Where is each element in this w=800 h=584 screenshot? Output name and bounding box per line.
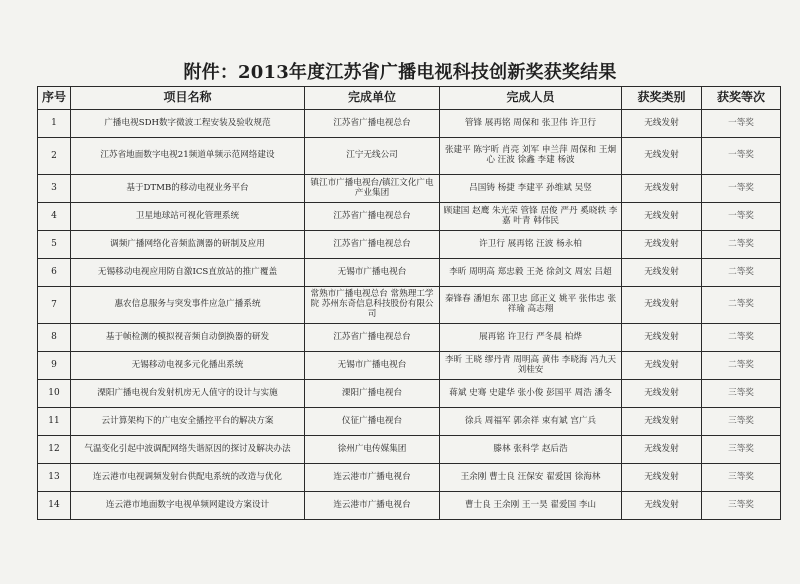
cell-category: 无线发射 bbox=[622, 408, 702, 436]
cell-num: 12 bbox=[38, 436, 71, 464]
cell-grade: 二等奖 bbox=[702, 324, 781, 352]
cell-project: 连云港市电视调频发射台供配电系统的改造与优化 bbox=[71, 464, 305, 492]
cell-unit: 仪征广播电视台 bbox=[305, 408, 440, 436]
table-row bbox=[38, 492, 781, 520]
table-row bbox=[38, 287, 781, 324]
header-unit: 完成单位 bbox=[305, 87, 440, 110]
document-title: 附件：2013年度江苏省广播电视科技创新奖获奖结果 bbox=[183, 62, 617, 83]
cell-num: 14 bbox=[38, 492, 71, 520]
table-row bbox=[38, 175, 781, 203]
cell-project: 云计算架构下的广电安全播控平台的解决方案 bbox=[71, 408, 305, 436]
cell-num: 9 bbox=[38, 352, 71, 380]
cell-people: 蒋斌 史骞 史建华 张小俊 彭国平 周浩 潘冬 bbox=[440, 380, 622, 408]
table-row bbox=[38, 110, 781, 138]
table-row bbox=[38, 464, 781, 492]
cell-grade: 二等奖 bbox=[702, 259, 781, 287]
header-grade: 获奖等次 bbox=[702, 87, 781, 110]
cell-project: 气温变化引起中波调配网络失谐原因的探讨及解决办法 bbox=[71, 436, 305, 464]
table-row bbox=[38, 436, 781, 464]
cell-grade: 一等奖 bbox=[702, 110, 781, 138]
cell-num: 5 bbox=[38, 231, 71, 259]
cell-num: 8 bbox=[38, 324, 71, 352]
cell-people: 张建平 陈宇昕 肖亮 刘军 申兰萍 周保和 王炯心 汪波 徐鑫 李建 杨波 bbox=[440, 138, 622, 175]
cell-grade: 一等奖 bbox=[702, 175, 781, 203]
cell-project: 调频广播网络化音频监测器的研制及应用 bbox=[71, 231, 305, 259]
cell-category: 无线发射 bbox=[622, 231, 702, 259]
table-row bbox=[38, 259, 781, 287]
cell-category: 无线发射 bbox=[622, 436, 702, 464]
cell-unit: 江苏省广播电视总台 bbox=[305, 324, 440, 352]
cell-people: 李昕 周明高 郑忠毅 王尧 徐剑文 周宏 吕超 bbox=[440, 259, 622, 287]
cell-project: 无锡移动电视多元化播出系统 bbox=[71, 352, 305, 380]
cell-category: 无线发射 bbox=[622, 492, 702, 520]
cell-people: 展再铭 许卫行 严冬晨 柏烨 bbox=[440, 324, 622, 352]
table-row bbox=[38, 324, 781, 352]
cell-grade: 二等奖 bbox=[702, 352, 781, 380]
cell-people: 管锋 展再铭 周保和 张卫伟 许卫行 bbox=[440, 110, 622, 138]
table-header-row bbox=[38, 87, 781, 110]
cell-project: 无锡移动电视应用防自激ICS直放站的推广覆盖 bbox=[71, 259, 305, 287]
cell-num: 10 bbox=[38, 380, 71, 408]
cell-grade: 三等奖 bbox=[702, 380, 781, 408]
cell-category: 无线发射 bbox=[622, 380, 702, 408]
table-row bbox=[38, 352, 781, 380]
cell-grade: 三等奖 bbox=[702, 464, 781, 492]
cell-project: 基于DTMB的移动电视业务平台 bbox=[71, 175, 305, 203]
table-row bbox=[38, 380, 781, 408]
table-row bbox=[38, 138, 781, 175]
cell-num: 6 bbox=[38, 259, 71, 287]
cell-unit: 连云港市广播电视台 bbox=[305, 464, 440, 492]
cell-project: 惠农信息服务与突发事件应急广播系统 bbox=[71, 287, 305, 324]
cell-num: 2 bbox=[38, 138, 71, 175]
cell-unit: 徐州广电传媒集团 bbox=[305, 436, 440, 464]
cell-category: 无线发射 bbox=[622, 352, 702, 380]
cell-grade: 二等奖 bbox=[702, 231, 781, 259]
cell-category: 无线发射 bbox=[622, 259, 702, 287]
cell-unit: 常熟市广播电视总台 常熟理工学院 苏州东奇信息科技股份有限公司 bbox=[305, 287, 440, 324]
cell-category: 无线发射 bbox=[622, 287, 702, 324]
cell-grade: 一等奖 bbox=[702, 138, 781, 175]
cell-grade: 三等奖 bbox=[702, 492, 781, 520]
cell-num: 1 bbox=[38, 110, 71, 138]
cell-unit: 江苏省广播电视总台 bbox=[305, 231, 440, 259]
cell-people: 许卫行 展再铭 汪波 杨永柏 bbox=[440, 231, 622, 259]
cell-grade: 三等奖 bbox=[702, 436, 781, 464]
cell-people: 李昕 王晓 缪丹青 周明高 黄伟 李晓海 冯九天 刘桂安 bbox=[440, 352, 622, 380]
cell-category: 无线发射 bbox=[622, 138, 702, 175]
cell-num: 3 bbox=[38, 175, 71, 203]
header-project: 项目名称 bbox=[71, 87, 305, 110]
cell-project: 连云港市地面数字电视单频网建设方案设计 bbox=[71, 492, 305, 520]
cell-num: 11 bbox=[38, 408, 71, 436]
cell-people: 徐兵 周福军 郭余祥 束有斌 宫广兵 bbox=[440, 408, 622, 436]
cell-people: 曹士良 王余刚 王一昊 翟爱国 李山 bbox=[440, 492, 622, 520]
cell-project: 江苏省地面数字电视21频道单频示范网络建设 bbox=[71, 138, 305, 175]
cell-people: 王余刚 曹士良 汪保安 翟爱国 徐海林 bbox=[440, 464, 622, 492]
cell-unit: 江苏省广播电视总台 bbox=[305, 203, 440, 231]
header-people: 完成人员 bbox=[440, 87, 622, 110]
cell-people: 滕林 张科学 赵后浩 bbox=[440, 436, 622, 464]
cell-grade: 三等奖 bbox=[702, 408, 781, 436]
cell-project: 广播电视SDH数字微波工程安装及验收规范 bbox=[71, 110, 305, 138]
cell-unit: 江苏省广播电视总台 bbox=[305, 110, 440, 138]
table-row bbox=[38, 408, 781, 436]
cell-grade: 二等奖 bbox=[702, 287, 781, 324]
awards-table bbox=[37, 86, 781, 520]
header-seq: 序号 bbox=[38, 87, 71, 110]
cell-category: 无线发射 bbox=[622, 464, 702, 492]
cell-grade: 一等奖 bbox=[702, 203, 781, 231]
cell-project: 卫星地球站可视化管理系统 bbox=[71, 203, 305, 231]
cell-project: 基于帧检测的模拟视音频自动倒换器的研发 bbox=[71, 324, 305, 352]
table-row bbox=[38, 203, 781, 231]
cell-category: 无线发射 bbox=[622, 175, 702, 203]
cell-num: 7 bbox=[38, 287, 71, 324]
cell-project: 溧阳广播电视台发射机房无人值守的设计与实施 bbox=[71, 380, 305, 408]
cell-num: 4 bbox=[38, 203, 71, 231]
cell-unit: 无锡市广播电视台 bbox=[305, 259, 440, 287]
cell-category: 无线发射 bbox=[622, 203, 702, 231]
cell-num: 13 bbox=[38, 464, 71, 492]
cell-unit: 连云港市广播电视台 bbox=[305, 492, 440, 520]
cell-people: 吕国铸 杨捷 李建平 孙维斌 吴竖 bbox=[440, 175, 622, 203]
cell-unit: 无锡市广播电视台 bbox=[305, 352, 440, 380]
cell-category: 无线发射 bbox=[622, 110, 702, 138]
cell-people: 秦锋春 潘旭东 邵卫忠 邱正义 姚平 张伟忠 张祥瑜 高志翔 bbox=[440, 287, 622, 324]
cell-unit: 江宁无线公司 bbox=[305, 138, 440, 175]
cell-category: 无线发射 bbox=[622, 324, 702, 352]
cell-people: 顾建国 赵鹰 朱光荣 管锋 居俊 严丹 奚晓轶 李嘉 叶青 韩伟民 bbox=[440, 203, 622, 231]
header-category: 获奖类别 bbox=[622, 87, 702, 110]
cell-unit: 溧阳广播电视台 bbox=[305, 380, 440, 408]
cell-unit: 镇江市广播电视台/镇江文化广电产业集团 bbox=[305, 175, 440, 203]
table-row bbox=[38, 231, 781, 259]
